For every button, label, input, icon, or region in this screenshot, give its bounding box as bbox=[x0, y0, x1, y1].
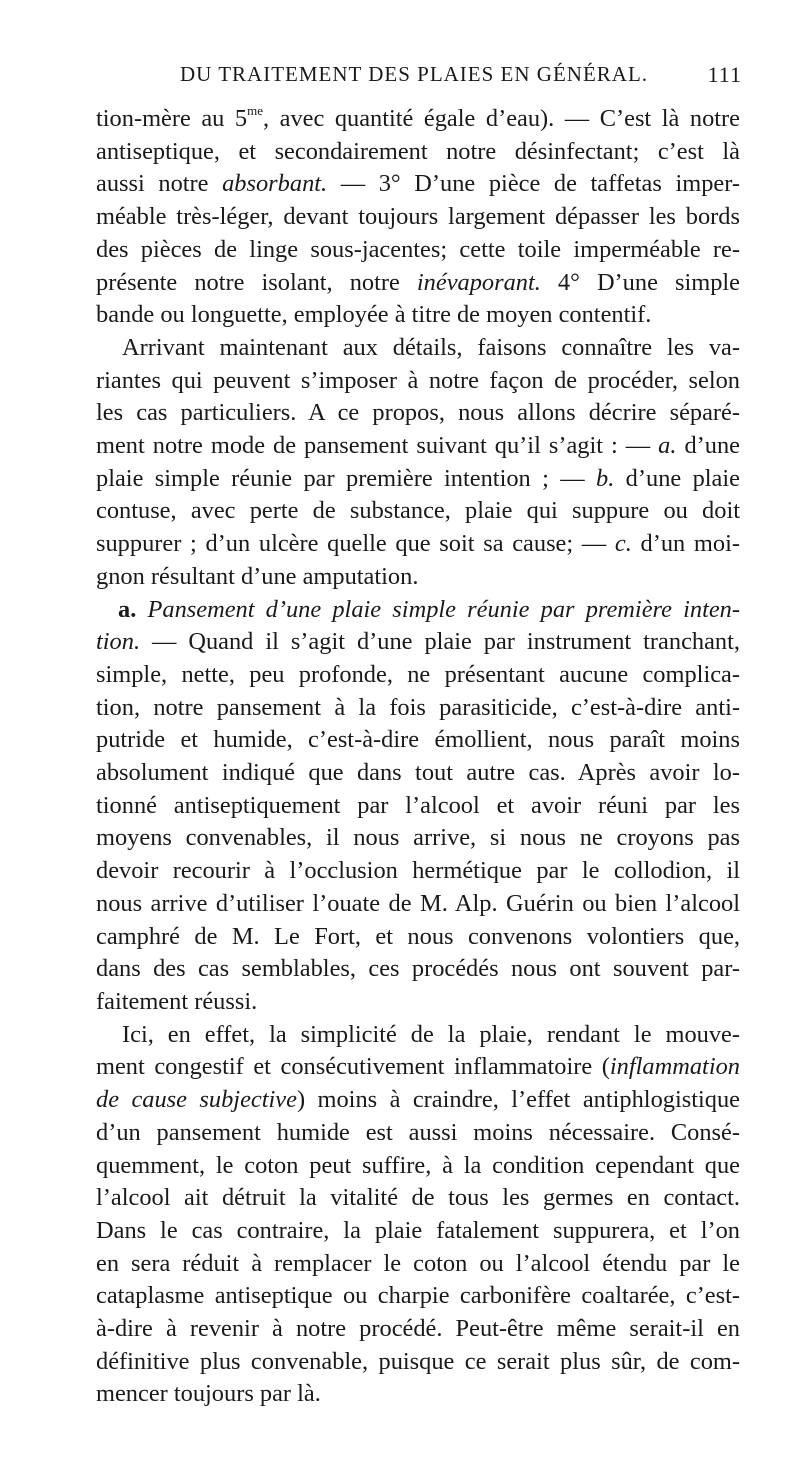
body-text bbox=[96, 103, 740, 1411]
text-line bbox=[96, 1150, 740, 1183]
text-line bbox=[96, 1346, 740, 1379]
text-line bbox=[96, 1117, 740, 1150]
text-line bbox=[96, 463, 740, 496]
text-line bbox=[96, 757, 740, 790]
line-text: méable très-léger, devant toujours largement dépasser les bords bbox=[96, 203, 740, 231]
text-line bbox=[96, 103, 740, 136]
line-text: des pièces de linge sous-jacentes; cette toile imperméable re- bbox=[96, 235, 740, 263]
text-line bbox=[96, 921, 740, 954]
line-post: ) moins à craindre, l’effet antiphlogistique bbox=[296, 1086, 741, 1114]
line-text: mencer toujours par là. bbox=[96, 1380, 321, 1408]
text-line bbox=[96, 201, 740, 234]
line-text: quemment, le coton peut suffire, à la condition cependant que bbox=[96, 1151, 740, 1179]
line-pre: aussi notre bbox=[96, 170, 223, 198]
line-em: absorbant. bbox=[222, 170, 328, 198]
line-text: nous arrive d’utiliser l’ouate de M. Alp. Guérin ou bien l’alcool bbox=[96, 889, 740, 917]
text-line bbox=[96, 822, 740, 855]
text-line bbox=[96, 1019, 740, 1052]
line-text: Ici, en effet, la simplicité de la plaie, rendant le mouve- bbox=[122, 1020, 740, 1048]
line-text: définitive plus convenable, puisque ce serait plus sûr, de com- bbox=[96, 1347, 740, 1375]
line-text: l’alcool ait détruit la vitalité de tous les germes en contact. bbox=[96, 1184, 740, 1212]
running-title: DU TRAITEMENT DES PLAIES EN GÉNÉRAL. bbox=[180, 62, 649, 86]
line-text: Dans le cas contraire, la plaie fatalement suppurera, et l’on bbox=[96, 1216, 740, 1244]
line-pre: présente notre isolant, notre bbox=[96, 268, 417, 296]
text-line bbox=[96, 659, 740, 692]
line-text: à-dire à revenir à notre procédé. Peut-être même serait-il en bbox=[96, 1315, 740, 1343]
line-em: inflammation bbox=[609, 1053, 740, 1081]
line-text: contuse, avec perte de substance, plaie qui suppure ou doit bbox=[96, 497, 740, 525]
text-line bbox=[96, 986, 740, 1019]
line-pre: plaie simple réunie par première intention ; — bbox=[96, 464, 597, 492]
line-text: tion, notre pansement à la fois parasiticide, c’est-à-dire anti- bbox=[96, 693, 740, 721]
page-number: 111 bbox=[707, 62, 742, 87]
line-post: — 3° D’une pièce de taffetas imper- bbox=[327, 170, 740, 198]
line-text: devoir recourir à l’occlusion hermétique par le collodion, il bbox=[96, 857, 740, 885]
line-em: Pansement d’une plaie simple réunie par première inten- bbox=[136, 595, 740, 623]
text-line bbox=[96, 168, 740, 201]
line-em: b. bbox=[596, 464, 615, 492]
line-pre: suppurer ; d’un ulcère quelle que soit sa cause; — bbox=[96, 530, 615, 558]
line-text: antiseptique, et secondairement notre désinfectant; c’est là bbox=[96, 137, 740, 165]
line-text: absolument indiqué que dans tout autre cas. Après avoir lo- bbox=[96, 759, 740, 787]
line-text: camphré de M. Le Fort, et nous convenons volontiers que, bbox=[96, 922, 740, 950]
running-head bbox=[96, 62, 742, 92]
text-line bbox=[96, 561, 740, 594]
text-line bbox=[96, 1248, 740, 1281]
line-text: tionné antiseptiquement par l’alcool et avoir réuni par les bbox=[96, 791, 740, 819]
line-text: bande ou longuette, employée à titre de moyen contentif. bbox=[96, 301, 652, 329]
line-pre: ment congestif et consécutivement inflammatoire ( bbox=[96, 1053, 610, 1081]
line-em: c. bbox=[614, 530, 632, 558]
line-em: de cause subjective bbox=[96, 1086, 297, 1114]
line-text: simple, nette, peu profonde, ne présentant aucune complica- bbox=[96, 660, 740, 688]
text-line bbox=[96, 136, 740, 169]
line-text: Arrivant maintenant aux détails, faisons connaître les va- bbox=[122, 333, 740, 361]
text-line bbox=[96, 1084, 740, 1117]
text-line bbox=[96, 365, 740, 398]
line-text: en sera réduit à remplacer le coton ou l’alcool étendu par le bbox=[96, 1249, 740, 1277]
text-line bbox=[96, 1051, 740, 1084]
text-line bbox=[96, 267, 740, 300]
line-em: tion. bbox=[96, 628, 141, 656]
line-post: — Quand il s’agit d’une plaie par instrument tranchant, bbox=[140, 628, 740, 656]
text-line bbox=[96, 953, 740, 986]
line-post: d’une bbox=[676, 432, 740, 460]
text-line bbox=[96, 1215, 740, 1248]
line-em: inévaporant. bbox=[416, 268, 541, 296]
line-text: faitement réussi. bbox=[96, 987, 258, 1015]
text-line bbox=[96, 1313, 740, 1346]
line-text: putride et humide, c’est-à-dire émollient, nous paraît moins bbox=[96, 726, 740, 754]
line-post: d’un moi- bbox=[631, 530, 740, 558]
text-line bbox=[96, 332, 740, 365]
line-post: d’une plaie bbox=[614, 464, 740, 492]
line-sup: me bbox=[247, 102, 263, 118]
text-line bbox=[96, 397, 740, 430]
text-line bbox=[96, 1182, 740, 1215]
line-text: riantes qui peuvent s’imposer à notre façon de procéder, selon bbox=[96, 366, 740, 394]
text-line bbox=[96, 594, 740, 627]
line-text: dans des cas semblables, ces procédés nous ont souvent par- bbox=[96, 955, 740, 983]
line-post: 4° D’une simple bbox=[540, 268, 740, 296]
line-pre: ment notre mode de pansement suivant qu’il s’agit : — bbox=[96, 432, 659, 460]
line-pre: tion-mère au 5 bbox=[96, 105, 248, 132]
text-line bbox=[96, 495, 740, 528]
line-text: d’un pansement humide est aussi moins nécessaire. Consé- bbox=[96, 1118, 740, 1146]
line-text: les cas particuliers. A ce propos, nous allons décrire séparé- bbox=[96, 399, 740, 427]
text-line bbox=[96, 528, 740, 561]
text-line bbox=[96, 790, 740, 823]
text-line bbox=[96, 888, 740, 921]
text-line bbox=[96, 724, 740, 757]
line-text: gnon résultant d’une amputation. bbox=[96, 562, 419, 590]
text-line bbox=[96, 1378, 740, 1411]
text-line bbox=[96, 626, 740, 659]
line-text: cataplasme antiseptique ou charpie carbonifère coaltarée, c’est- bbox=[96, 1282, 740, 1310]
line-em: a. bbox=[658, 432, 677, 460]
line-strong: a. bbox=[118, 595, 137, 623]
line-post: , avec quantité égale d’eau). — C’est là notre bbox=[262, 105, 740, 132]
text-line bbox=[96, 430, 740, 463]
text-line bbox=[96, 1280, 740, 1313]
text-line bbox=[96, 234, 740, 267]
line-text: moyens convenables, il nous arrive, si nous ne croyons pas bbox=[96, 824, 740, 852]
text-line bbox=[96, 692, 740, 725]
text-line bbox=[96, 855, 740, 888]
text-line bbox=[96, 299, 740, 332]
